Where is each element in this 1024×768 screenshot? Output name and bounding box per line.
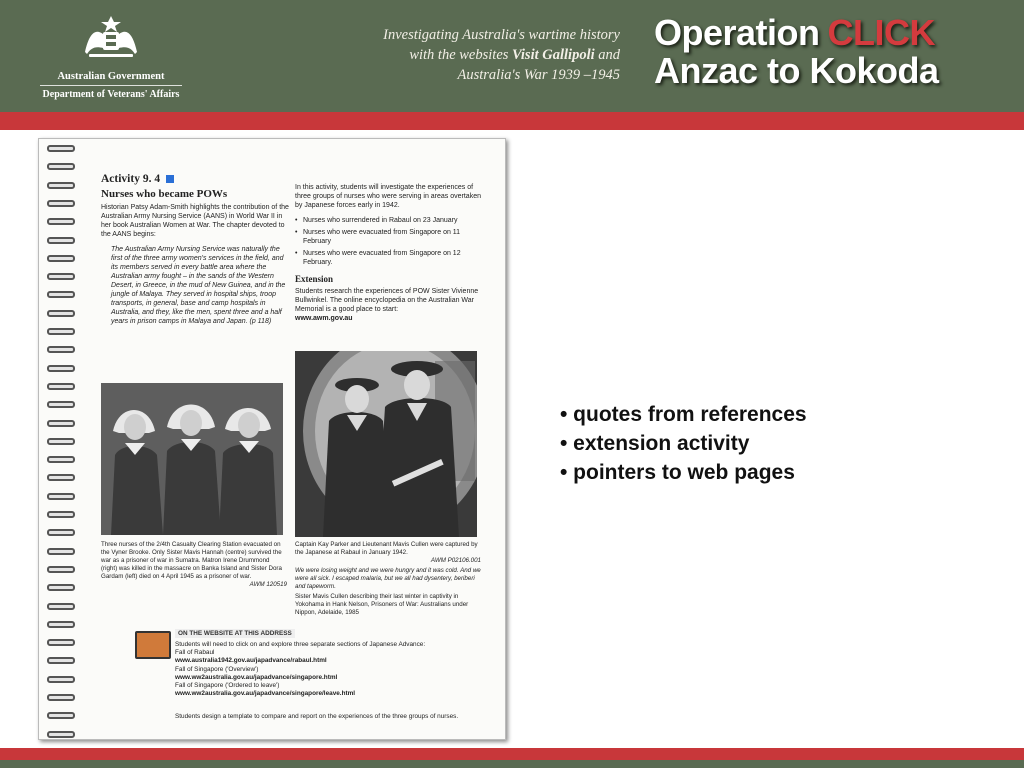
extension-heading: Extension — [295, 274, 334, 284]
web-line: Fall of Singapore ('Ordered to leave') — [175, 682, 280, 690]
spiral-ring — [47, 694, 75, 701]
web-url: www.ww2australia.gov.au/japadvance/singapore/leave.html — [175, 690, 356, 698]
spiral-ring — [47, 529, 75, 536]
spiral-ring — [47, 291, 75, 298]
title-click: CLICK — [827, 12, 936, 53]
spiral-ring — [47, 438, 75, 445]
spiral-ring — [47, 401, 75, 408]
spiral-ring — [47, 273, 75, 280]
web-text — [175, 641, 475, 698]
slide-bullet: • pointers to web pages — [560, 461, 795, 484]
spiral-ring — [47, 712, 75, 719]
photo-two-officers — [295, 351, 477, 537]
spiral-ring — [47, 310, 75, 317]
footer-bar — [0, 760, 1024, 768]
web-final-text: Students design a template to compare and report on the experiences of the three groups of nurses. — [175, 713, 459, 720]
spiral-ring — [47, 657, 75, 664]
spiral-ring — [47, 621, 75, 628]
spiral-ring — [47, 511, 75, 518]
web-heading: ON THE WEBSITE AT THIS ADDRESS — [175, 629, 295, 638]
website-icon — [135, 631, 171, 659]
web-line: Fall of Rabaul — [175, 649, 215, 657]
activity-page-image — [38, 138, 506, 740]
right-column — [295, 183, 485, 323]
spiral-ring — [47, 474, 75, 481]
page-title — [654, 14, 939, 90]
activity-heading: Nurses who became POWs — [101, 188, 228, 200]
spiral-ring — [47, 584, 75, 591]
spiral-ring — [47, 328, 75, 335]
tagline-site-1: Visit Gallipoli — [512, 47, 595, 63]
spiral-ring — [47, 182, 75, 189]
spiral-ring — [47, 603, 75, 610]
photo-three-nurses — [101, 383, 283, 535]
title-operation: Operation — [654, 12, 820, 53]
caption-photo-1: Three nurses of the 2/4th Casualty Clearing Station evacuated on the Vyner Brooke. Only Sister Mavis Hannah (centre) survived the war as a prisoner of war in Sumatra. Matron Irene Drummond (right) was killed in the massacre on Banka Island and Sister Dora Gardam (left) died on 4 April 1945 as a prisoner of war. AWM 120519 — [101, 541, 287, 588]
gov-divider — [40, 85, 182, 86]
web-line: Students will need to click on and explore three separate sections of Japanese Advance: — [175, 641, 426, 648]
web-url: www.ww2australia.gov.au/japadvance/singapore.html — [175, 673, 338, 681]
caption-1-ref: AWM 120519 — [249, 581, 287, 588]
spiral-ring — [47, 145, 75, 152]
spiral-ring — [47, 639, 75, 646]
caption-2-ref: AWM P02106.001 — [430, 557, 481, 564]
government-logo — [36, 14, 186, 100]
spiral-ring — [47, 493, 75, 500]
extension-text: Students research the experiences of POW Sister Vivienne Bullwinkel. The online encyclopedia on the Australian War Memorial is a good place to start: — [295, 288, 479, 313]
spiral-ring — [47, 548, 75, 555]
tagline-line-2: with the websites Visit Gallipoli and — [409, 47, 620, 63]
spiral-ring — [47, 237, 75, 244]
slide-bullet: • extension activity — [560, 432, 750, 455]
spiral-ring — [47, 218, 75, 225]
intro-text: Historian Patsy Adam-Smith highlights the contribution of the Australian Army Nursing Service (AANS) in World War II in her book Australian Women at War. The chapter devoted to the AANS begins: — [101, 204, 289, 238]
list-item: • Nurses who were evacuated from Singapore on 11 February — [303, 228, 485, 246]
slide-bullet: • quotes from references — [560, 403, 807, 426]
list-item: • Nurses who were evacuated from Singapore on 12 February. — [303, 249, 485, 267]
tagline — [330, 25, 620, 85]
spiral-ring — [47, 676, 75, 683]
red-divider-top — [0, 112, 1024, 130]
web-url: www.australia1942.gov.au/japadvance/rabaul.html — [175, 657, 327, 665]
left-column — [101, 175, 291, 332]
spiral-ring — [47, 255, 75, 262]
list-item: • Nurses who surrendered in Rabaul on 23 January — [303, 216, 485, 225]
tagline-line-1: Investigating Australia's wartime history — [383, 27, 620, 43]
title-subtitle: Anzac to Kokoda — [654, 50, 939, 91]
coat-of-arms-icon — [81, 14, 141, 60]
extension-url: www.awm.gov.au — [295, 315, 353, 322]
spiral-ring — [47, 346, 75, 353]
quote-text: The Australian Army Nursing Service was naturally the first of the three army women's services in the field, and its members served in every battle area where the Australian army fought – in the sands of the Western Desert, in Greece, in the mud of New Guinea, and in the jungle of Malaya. They served in hospital ships, troop transports, in general, base and camp hospitals in Australia, and they, like the men, spent three and a half years in prison camps in Malaya and Japan. (p 118) — [111, 246, 286, 325]
spiral-ring — [47, 365, 75, 372]
spiral-ring — [47, 200, 75, 207]
spiral-ring — [47, 420, 75, 427]
spiral-ring — [47, 456, 75, 463]
slide-bullet-list — [560, 400, 807, 487]
spiral-ring — [47, 383, 75, 390]
square-marker-icon — [166, 175, 174, 183]
gov-department: Department of Veterans' Affairs — [42, 89, 180, 100]
gov-name: Australian Government — [57, 71, 165, 82]
spiral-ring — [47, 163, 75, 170]
spiral-ring — [47, 566, 75, 573]
right-intro: In this activity, students will investigate the experiences of three groups of nurses who were serving in areas overtaken by Japanese forces early in 1942. — [295, 184, 481, 209]
spiral-binding — [39, 139, 79, 739]
spiral-ring — [47, 731, 75, 738]
caption-2-quote: We were losing weight and we were hungry and it was cold. And we were all sick. I escaped malaria, but we all had dysentery, beriberi and tapeworm. — [295, 567, 481, 590]
activity-number: Activity 9. 4 — [101, 175, 291, 184]
tagline-line-3: Australia's War 1939 –1945 — [457, 67, 620, 83]
caption-photo-2: Captain Kay Parker and Lieutenant Mavis Cullen were captured by the Japanese at Rabaul in January 1942. AWM P02106.001 We were losing weight and we were hungry and it was cold. And we were all sick. I escaped malaria, but we all had dysentery, beriberi and tapeworm. Sister Mavis Cullen describing their last winter in captivity in Yokohama in Hank Nelson, Prisoners of War: Australians under Nippon, Adelaide, 1985 — [295, 541, 481, 616]
red-divider-bottom — [0, 748, 1024, 760]
caption-2-source: Sister Mavis Cullen describing their last winter in captivity in Yokohama in Hank Nelson, Prisoners of War: Australians under Nippon, Adelaide, 1985 — [295, 593, 469, 616]
web-line: Fall of Singapore ('Overview') — [175, 665, 259, 673]
